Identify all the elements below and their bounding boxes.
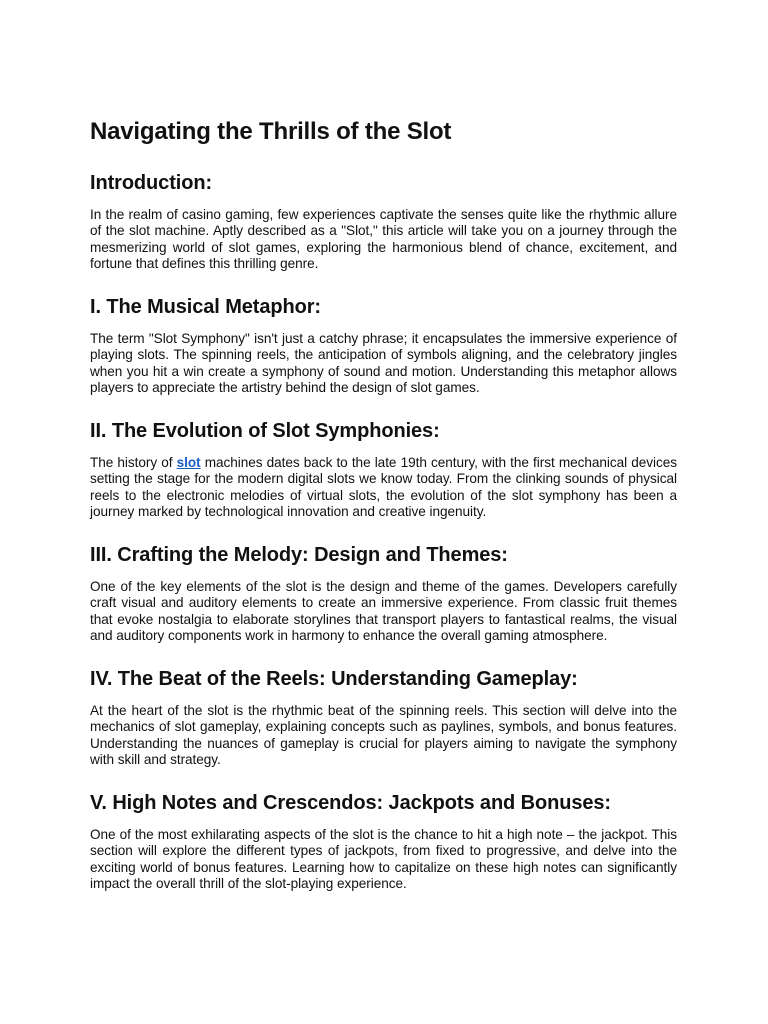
- section-heading: III. Crafting the Melody: Design and Themes:: [90, 544, 508, 566]
- section-body: One of the most exhilarating aspects of the slot is the chance to hit a high note – the jackpot. This section will explore the different types of jackpots, from fixed to progressive, and delve into the exciting world of bonus features. Learning how to capitalize on these high notes can significantly impact the overall thrill of the slot-playing experience.: [90, 827, 677, 892]
- section-heading: Introduction:: [90, 172, 213, 194]
- section-design-themes: [90, 544, 677, 645]
- section-body: At the heart of the slot is the rhythmic beat of the spinning reels. This section will delve into the mechanics of slot gameplay, explaining concepts such as paylines, symbols, and bonus features. Understanding the nuances of gameplay is crucial for players aiming to navigate the symphony with skill and strategy.: [90, 703, 677, 768]
- section-musical-metaphor: [90, 296, 677, 397]
- section-body: The term "Slot Symphony" isn't just a catchy phrase; it encapsulates the immersive experience of playing slots. The spinning reels, the anticipation of symbols aligning, and the celebratory jingles when you hit a win create a symphony of sound and motion. Understanding this metaphor allows players to appreciate the artistry behind the design of slot games.: [90, 331, 677, 396]
- body-text-after-link: machines dates back to the late 19th century, with the first mechanical devices setting the stage for the modern digital slots we know today. From the clinking sounds of physical reels to the electronic melodies of virtual slots, the evolution of the slot symphony has been a journey marked by technological innovation and creative ingenuity.: [90, 455, 677, 520]
- section-gameplay: [90, 668, 677, 769]
- section-heading: V. High Notes and Crescendos: Jackpots and Bonuses:: [90, 792, 611, 814]
- section-body: [90, 455, 677, 521]
- section-heading: II. The Evolution of Slot Symphonies:: [90, 420, 440, 442]
- section-evolution: [90, 420, 677, 521]
- document-title: Navigating the Thrills of the Slot: [90, 118, 452, 145]
- section-body: In the realm of casino gaming, few experiences captivate the senses quite like the rhythmic allure of the slot machine. Aptly described as a "Slot," this article will take you on a journey through the mesmerizing world of slot games, exploring the harmonious blend of chance, excitement, and fortune that defines this thrilling genre.: [90, 207, 677, 272]
- section-heading: IV. The Beat of the Reels: Understanding Gameplay:: [90, 668, 578, 690]
- section-jackpots-bonuses: [90, 792, 677, 893]
- body-text-before-link: The history of: [90, 455, 177, 470]
- section-heading: I. The Musical Metaphor:: [90, 296, 321, 318]
- section-body: One of the key elements of the slot is the design and theme of the games. Developers carefully craft visual and auditory elements to create an immersive experience. From classic fruit themes that evoke nostalgia to elaborate storylines that transport players to fantastical realms, the visual and auditory components work in harmony to enhance the overall gaming atmosphere.: [90, 579, 677, 644]
- section-introduction: [90, 172, 677, 273]
- slot-link[interactable]: slot: [176, 455, 201, 470]
